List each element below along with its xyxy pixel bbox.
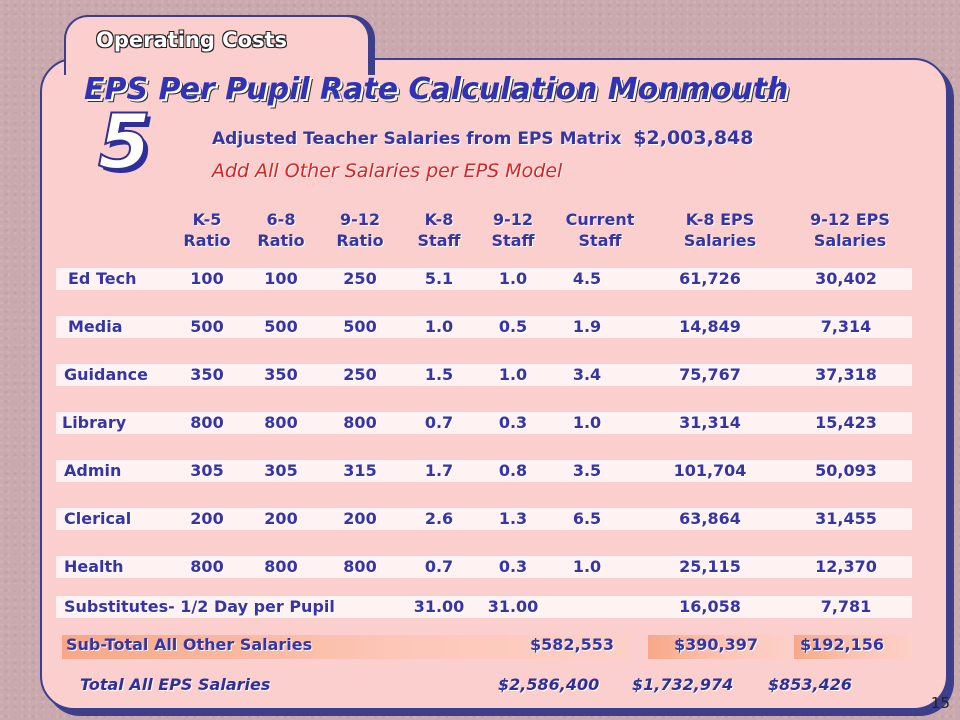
add-other-salaries-line: Add All Other Salaries per EPS Model [212, 160, 563, 182]
subtotal-total: $582,553 [530, 635, 615, 654]
header-k8-staff: K-8 Staff [417, 210, 461, 250]
header-current-staff: Current Staff [565, 210, 635, 250]
header-k5-ratio: K-5 Ratio [183, 210, 231, 250]
header-68-ratio: 6-8 Ratio [257, 210, 305, 250]
header-912-eps-salaries: 9-12 EPS Salaries [810, 210, 890, 250]
row-label: Clerical [64, 509, 132, 528]
subtotal-label: Sub-Total All Other Salaries [66, 635, 313, 654]
section-tab-title: Operating Costs [96, 28, 288, 52]
subtotal-912: $192,156 [800, 635, 885, 654]
row-label: Media [68, 317, 123, 336]
header-912-staff: 9-12 Staff [491, 210, 535, 250]
row-label: Guidance [64, 365, 148, 384]
grand-total-912: $853,426 [768, 675, 853, 694]
step-number: 5 [98, 97, 151, 186]
row-label: Ed Tech [68, 269, 137, 288]
adjusted-salaries-line [212, 127, 753, 149]
row-label: Health [64, 557, 124, 576]
adjusted-salaries-label: Adjusted Teacher Salaries from EPS Matrix [212, 129, 622, 149]
subtotal-k8: $390,397 [674, 635, 759, 654]
row-label: Substitutes- 1/2 Day per Pupil [64, 597, 335, 616]
page-number: 15 [930, 694, 950, 712]
grand-total-k8: $1,732,974 [632, 675, 734, 694]
grand-total-total: $2,586,400 [498, 675, 600, 694]
adjusted-salaries-amount: $2,003,848 [633, 127, 754, 149]
header-912-ratio: 9-12 Ratio [336, 210, 384, 250]
row-label: Admin [64, 461, 122, 480]
row-label: Library [62, 413, 127, 432]
header-k8-eps-salaries: K-8 EPS Salaries [683, 210, 757, 250]
page-title: EPS Per Pupil Rate Calculation Monmouth [84, 72, 789, 107]
grand-total-label: Total All EPS Salaries [80, 675, 271, 694]
